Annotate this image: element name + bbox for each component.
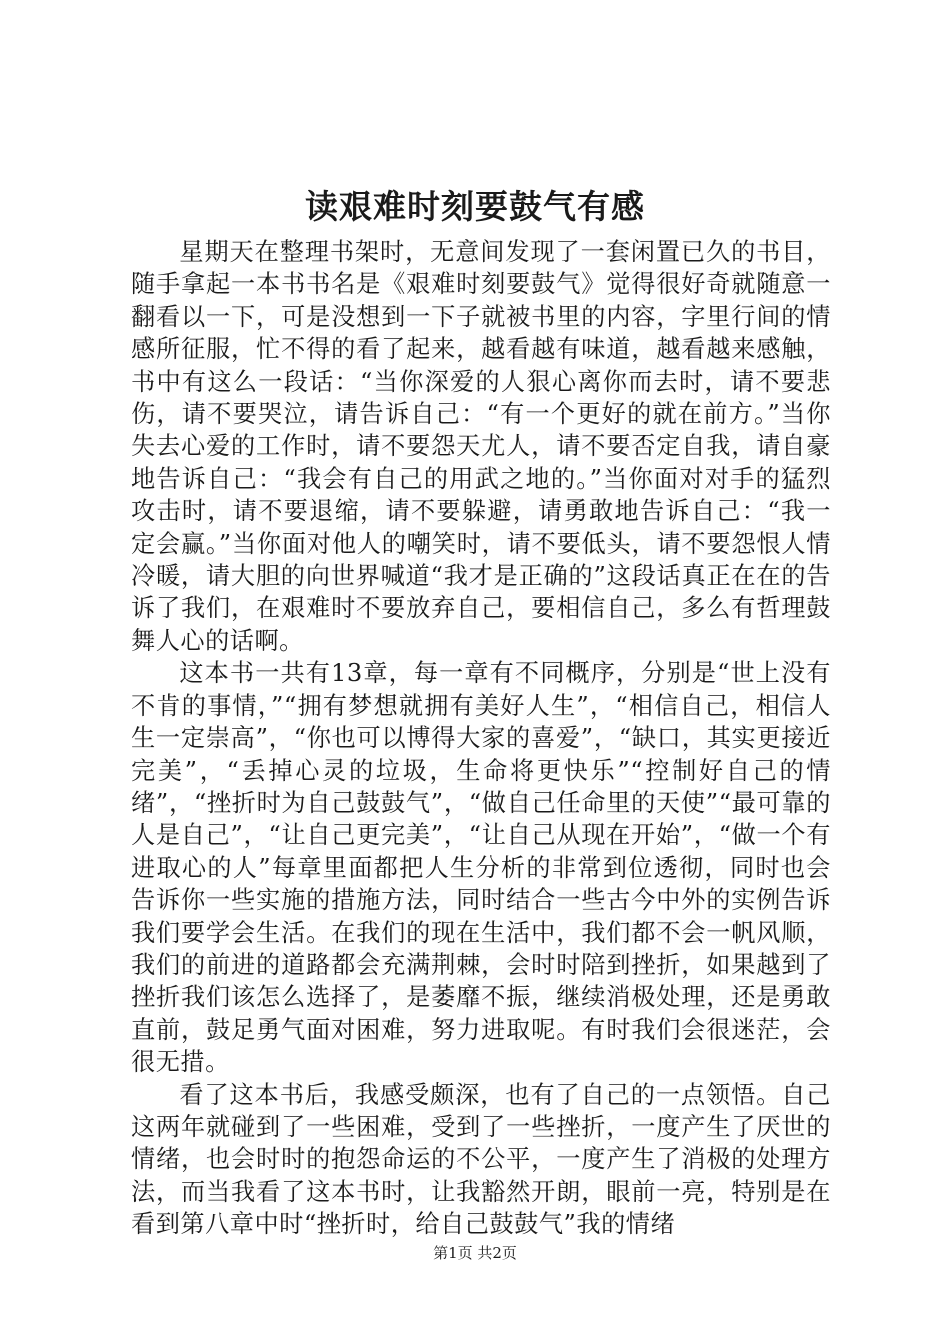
paragraph-1: 星期天在整理书架时，无意间发现了一套闲置已久的书目，随手拿起一本书书名是《艰难时刻要鼓气》觉得很好奇就随意一翻看以一下，可是没想到一下子就被书里的内容，字里行间的情感所征服，忙不得的看了起来，越看越有味道，越看越来感触，书中有这么一段话：“当你深爱的人狠心离你而去时，请不要悲伤，请不要哭泣，请告诉自己：“有一个更好的就在前方。”当你失去心爱的工作时，请不要怨天尤人，请不要否定自我，请自豪地告诉自己：“我会有自己的用武之地的。”当你面对对手的猛烈攻击时，请不要退缩，请不要躲避，请勇敢地告诉自己：“我一定会赢。”当你面对他人的嘲笑时，请不要低头，请不要怨恨人情冷暖，请大胆的向世界喊道“我才是正确的”这段话真正在在的告诉了我们，在艰难时不要放弃自己，要相信自己，多么有哲理鼓舞人心的话啊。: [131, 238, 831, 655]
paragraph-2: 这本书一共有13章，每一章有不同概序，分别是“世上没有不肯的事情，”“拥有梦想就拥有美好人生”，“相信自己，相信人生一定崇高”，“你也可以博得大家的喜爱”，“缺口，其实更接近完美”，“丢掉心灵的垃圾，生命将更快乐”“控制好自己的情绪”，“挫折时为自己鼓鼓气”，“做自己任命里的天使”“最可靠的人是自己”，“让自己更完美”，“让自己从现在开始”，“做一个有进取心的人”每章里面都把人生分析的非常到位透彻，同时也会告诉你一些实施的措施方法，同时结合一些古今中外的实例告诉我们要学会生活。在我们的现在生活中，我们都不会一帆风顺，我们的前进的道路都会充满荆棘，会时时陪到挫折，如果越到了挫折我们该怎么选择了，是萎靡不振，继续消极处理，还是勇敢直前，鼓足勇气面对困难，努力进取呢。有时我们会很迷茫，会很无措。: [131, 659, 831, 1077]
document-title: 读艰难时刻要鼓气有感: [305, 187, 645, 226]
paragraph-3: 看了这本书后，我感受颇深，也有了自己的一点领悟。自己这两年就碰到了一些困难，受到了一些挫折，一度产生了厌世的情绪，也会时时的抱怨命运的不公平，一度产生了消极的处理方法，而当我看了这本书时，让我豁然开朗，眼前一亮，特别是在看到第八章中时“挫折时，给自己鼓鼓气”我的情绪: [131, 1080, 831, 1239]
page-footer: 第1页 共2页: [433, 1244, 517, 1262]
document-body: [131, 236, 831, 1241]
